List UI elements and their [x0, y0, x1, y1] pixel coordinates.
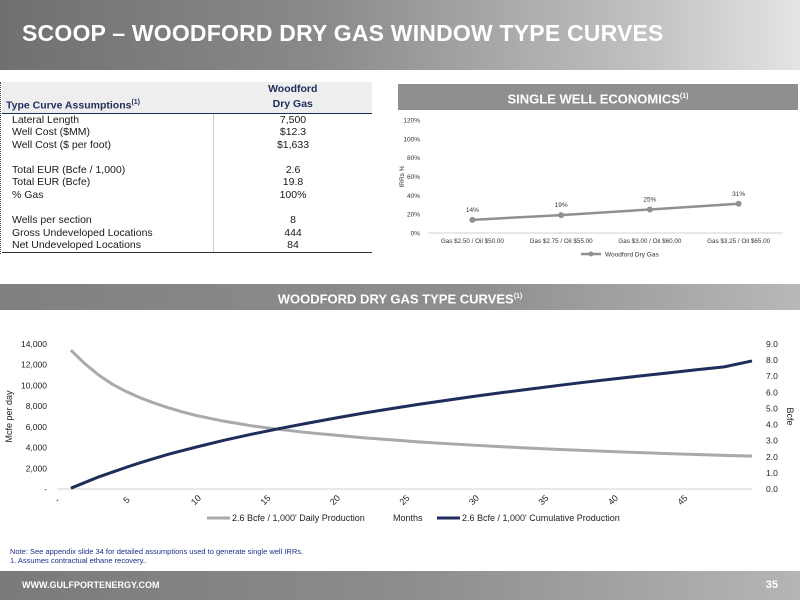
- assumption-value: [214, 151, 373, 164]
- irr-xtick-label: Gas $3.25 / Oil $65.00: [707, 238, 771, 245]
- footer: [0, 571, 800, 600]
- footnote-1: 1. Assumes contractual ethane recovery..: [10, 556, 148, 565]
- tc-xtick-label: 45: [675, 492, 690, 508]
- tc-y2tick-label: 3.0: [766, 435, 778, 446]
- tc-xtick-label: 35: [536, 492, 551, 508]
- assumption-value: 444: [214, 227, 373, 240]
- tc-ytick-label: -: [44, 484, 47, 494]
- column-header-line1: Woodford: [214, 82, 373, 96]
- economics-header: [398, 84, 798, 110]
- assumption-row: [2, 214, 372, 227]
- tc-y2tick-label: 8.0: [766, 355, 778, 366]
- tc-xtick-label: 5: [121, 494, 132, 506]
- tc-xtick-label: 20: [327, 492, 343, 508]
- tc-y2tick-label: 4.0: [766, 419, 778, 430]
- irr-point: [647, 206, 653, 212]
- assumption-row: [2, 176, 372, 189]
- assumption-row: [2, 113, 372, 126]
- tc-xtick-label: 25: [397, 492, 412, 508]
- irr-ytick-label: 20%: [406, 211, 420, 219]
- tc-xtick-label: 30: [466, 492, 482, 508]
- irr-point: [558, 212, 564, 218]
- assumption-label: Lateral Length: [12, 113, 80, 126]
- assumption-value: 7,500: [214, 113, 373, 126]
- irr-xtick-label: Gas $3.00 / Oil $60.00: [618, 238, 682, 245]
- typecurves-header: [0, 284, 800, 310]
- irr-y-axis-label: IRRs %: [399, 165, 406, 188]
- tc-y2-axis-label: Bcfe: [785, 407, 795, 426]
- tc-y2tick-label: 2.0: [766, 451, 778, 462]
- typecurves-header-sup: (1): [513, 293, 523, 300]
- page-number: 35: [765, 579, 778, 591]
- assumption-value: 100%: [214, 189, 373, 202]
- assumption-value: 8: [214, 214, 373, 227]
- assumption-label: Total EUR (Bcfe / 1,000): [12, 163, 126, 176]
- cumulative-production-line: [71, 361, 752, 488]
- irr-legend-label: Woodford Dry Gas: [605, 251, 659, 259]
- assumption-label: [2, 151, 214, 164]
- assumption-value: 19.8: [214, 176, 373, 189]
- irr-chart: [398, 112, 798, 267]
- tc-y2tick-label: 6.0: [766, 387, 778, 398]
- assumption-value: 2.6: [214, 164, 373, 177]
- assumption-row: [2, 139, 372, 152]
- irr-series-line: [472, 204, 738, 220]
- tc-y2tick-label: 5.0: [766, 403, 778, 414]
- tc-xtick-label: 10: [188, 492, 204, 508]
- column-header-line2: Dry Gas: [214, 96, 373, 113]
- assumption-row: [2, 151, 372, 164]
- irr-legend-marker: [589, 252, 594, 257]
- tc-y2tick-label: 9.0: [766, 339, 778, 349]
- typecurves-header-text: WOODFORD DRY GAS TYPE CURVES: [277, 291, 514, 307]
- page-title: SCOOP – WOODFORD DRY GAS WINDOW TYPE CURVES: [22, 20, 664, 46]
- title-bar: [0, 0, 800, 70]
- assumption-value: [214, 202, 373, 215]
- tc-legend-navy-label: 2.6 Bcfe / 1,000' Cumulative Production: [462, 513, 620, 523]
- tc-y2tick-label: 0.0: [766, 484, 778, 494]
- tc-y2tick-label: 1.0: [766, 467, 778, 478]
- assumption-row: [2, 202, 372, 215]
- assumption-label: Total EUR (Bcfe): [12, 176, 91, 189]
- assumption-label: Well Cost ($MM): [12, 126, 90, 139]
- tc-ytick-label: 8,000: [25, 401, 47, 412]
- irr-data-label: 14%: [465, 206, 479, 214]
- assumption-value: $1,633: [214, 139, 373, 152]
- irr-ytick-label: 80%: [406, 155, 420, 163]
- assumptions-header-text: Type Curve Assumptions: [6, 99, 132, 112]
- economics-header-text: SINGLE WELL ECONOMICS: [507, 91, 680, 107]
- tc-ytick-label: 4,000: [25, 442, 47, 453]
- irr-ytick-label: 40%: [406, 192, 420, 200]
- assumption-row: [2, 227, 372, 240]
- tc-ytick-label: 14,000: [21, 339, 47, 349]
- tc-y-axis-label: Mcfe per day: [4, 390, 14, 443]
- assumption-row: [2, 126, 372, 139]
- tc-ytick-label: 10,000: [21, 380, 47, 391]
- assumption-row: [2, 239, 372, 252]
- footer-url[interactable]: WWW.GULFPORTENERGY.COM: [22, 580, 160, 590]
- irr-data-label: 31%: [732, 190, 746, 198]
- tc-xtick-label: 40: [605, 492, 621, 508]
- irr-data-label: 25%: [643, 196, 657, 204]
- assumption-label: [2, 202, 214, 215]
- irr-ytick-label: 100%: [403, 136, 420, 144]
- assumption-label: Well Cost ($ per foot): [12, 138, 112, 151]
- assumption-label: Wells per section: [12, 214, 92, 227]
- tc-y2tick-label: 7.0: [766, 371, 778, 382]
- irr-ytick-label: 0%: [410, 230, 420, 238]
- irr-data-label: 19%: [554, 202, 568, 210]
- tc-legend-gray-label: 2.6 Bcfe / 1,000' Daily Production: [232, 513, 365, 523]
- irr-point: [736, 201, 742, 207]
- assumption-label: % Gas: [12, 189, 44, 202]
- daily-production-line: [71, 350, 752, 456]
- footnote-note: Note: See appendix slide 34 for detailed assumptions used to generate single well IRRs.: [10, 547, 304, 556]
- assumption-value: 84: [214, 239, 373, 252]
- irr-ytick-label: 60%: [406, 174, 420, 181]
- tc-ytick-label: 6,000: [25, 421, 47, 432]
- tc-xtick-label: 15: [258, 492, 273, 508]
- assumptions-table: [2, 82, 372, 253]
- tc-ytick-label: 12,000: [21, 359, 47, 370]
- assumption-label: Gross Undeveloped Locations: [12, 226, 153, 239]
- tc-ytick-label: 2,000: [25, 463, 47, 474]
- irr-point: [469, 217, 475, 223]
- economics-header-sup: (1): [679, 93, 689, 100]
- tc-xtick-label: -: [52, 495, 62, 505]
- irr-ytick-label: 120%: [403, 117, 420, 125]
- assumption-row: [2, 189, 372, 202]
- irr-xtick-label: Gas $2.50 / Oil $50.00: [440, 238, 504, 245]
- assumption-row: [2, 164, 372, 177]
- footnote: [10, 547, 303, 565]
- irr-xtick-label: Gas $2.75 / Oil $55.00: [529, 238, 593, 245]
- assumption-label: Net Undeveloped Locations: [2, 239, 214, 252]
- tc-x-axis-label: Months: [393, 513, 423, 523]
- assumptions-header-blank: [2, 82, 214, 96]
- assumptions-header-sup: (1): [131, 99, 141, 106]
- assumption-value: $12.3: [214, 126, 373, 139]
- assumptions-header-label: [2, 96, 214, 113]
- type-curve-chart: [0, 330, 800, 535]
